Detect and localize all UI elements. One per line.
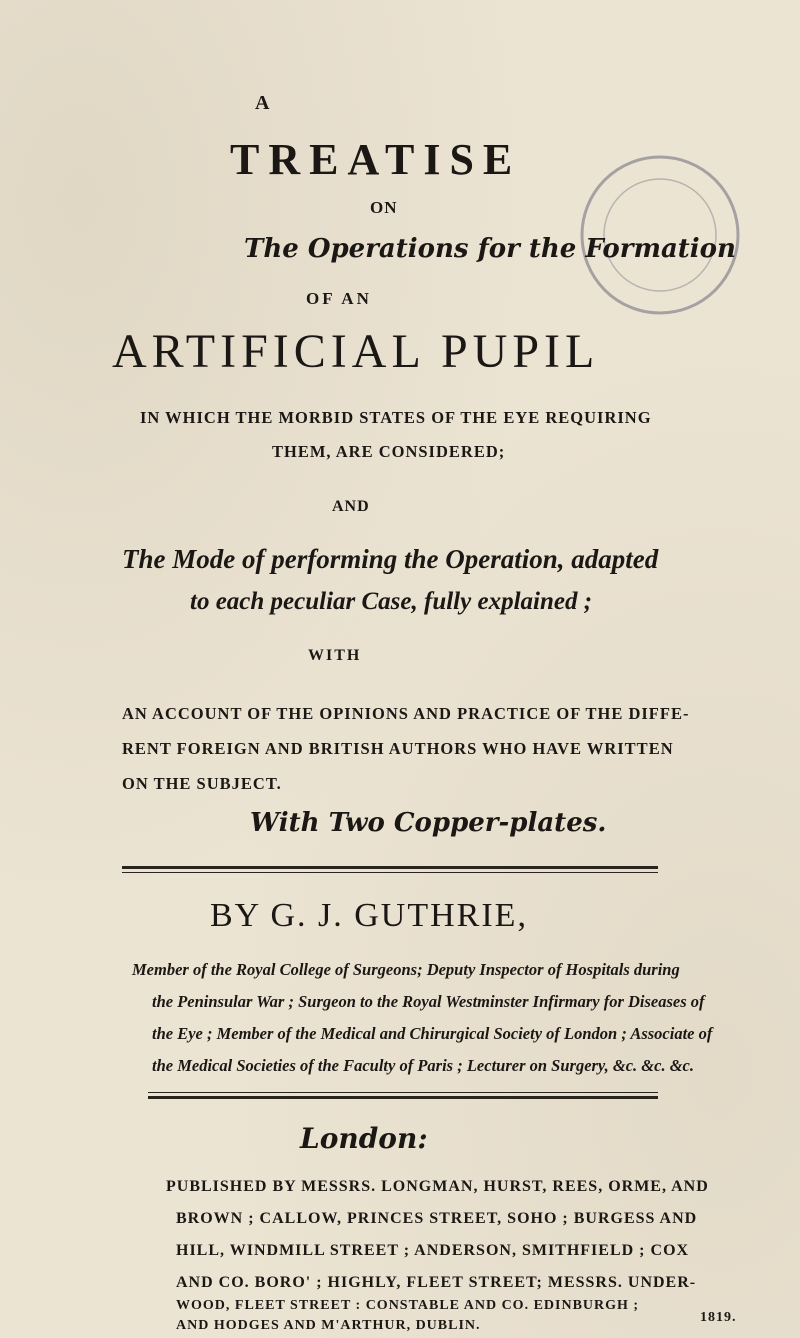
imprint-city: London: xyxy=(300,1122,428,1155)
divider-mid-thin xyxy=(148,1092,658,1093)
publisher-line-3: HILL, WINDMILL STREET ; ANDERSON, SMITHFIELD ; COX xyxy=(176,1242,690,1259)
account-line-1: AN ACCOUNT OF THE OPINIONS AND PRACTICE OF THE DIFFE- xyxy=(122,704,690,723)
title-on: ON xyxy=(370,198,398,217)
mode-line-2: to each peculiar Case, fully explained ; xyxy=(190,588,593,615)
divider-mid-thick xyxy=(148,1096,658,1099)
plates-line: With Two Copper-plates. xyxy=(250,808,607,838)
credentials-3: the Eye ; Member of the Medical and Chirurgical Society of London ; Associate of xyxy=(152,1024,713,1043)
subtitle-and: AND xyxy=(332,498,370,515)
title-artificial-pupil: ARTIFICIAL PUPIL xyxy=(112,325,600,378)
publisher-line-2: BROWN ; CALLOW, PRINCES STREET, SOHO ; BURGESS AND xyxy=(176,1210,698,1227)
title-operations-line: The Operations for the Formation xyxy=(244,234,736,264)
title-of-an: OF AN xyxy=(306,289,372,308)
title-article: A xyxy=(255,92,271,114)
title-treatise: TREATISE xyxy=(230,135,522,184)
credentials-4: the Medical Societies of the Faculty of Paris ; Lecturer on Surgery, &c. &c. &c. xyxy=(152,1056,694,1075)
credentials-2: the Peninsular War ; Surgeon to the Royal Westminster Infirmary for Diseases of xyxy=(152,992,705,1011)
mode-line-1: The Mode of performing the Operation, adapted xyxy=(122,544,659,574)
subtitle-morbid-1: IN WHICH THE MORBID STATES OF THE EYE REQUIRING xyxy=(140,408,652,427)
account-line-3: ON THE SUBJECT. xyxy=(122,774,282,793)
subtitle-with: WITH xyxy=(308,647,362,664)
subtitle-morbid-2: THEM, ARE CONSIDERED; xyxy=(272,442,506,461)
account-line-2: RENT FOREIGN AND BRITISH AUTHORS WHO HAVE WRITTEN xyxy=(122,739,674,758)
author-name: BY G. J. GUTHRIE, xyxy=(210,897,528,934)
publisher-line-4: AND CO. BORO' ; HIGHLY, FLEET STREET; MESSRS. UNDER- xyxy=(176,1274,697,1291)
publisher-line-1: PUBLISHED BY MESSRS. LONGMAN, HURST, REES, ORME, AND xyxy=(166,1178,709,1195)
divider-top-thick xyxy=(122,866,658,869)
credentials-1: Member of the Royal College of Surgeons; Deputy Inspector of Hospitals during xyxy=(132,960,680,979)
divider-top-thin xyxy=(122,872,658,873)
publisher-line-6: AND HODGES AND M'ARTHUR, DUBLIN. xyxy=(176,1318,481,1333)
publisher-line-5: WOOD, FLEET STREET : CONSTABLE AND CO. EDINBURGH ; xyxy=(176,1298,640,1313)
publication-year: 1819. xyxy=(700,1310,737,1325)
